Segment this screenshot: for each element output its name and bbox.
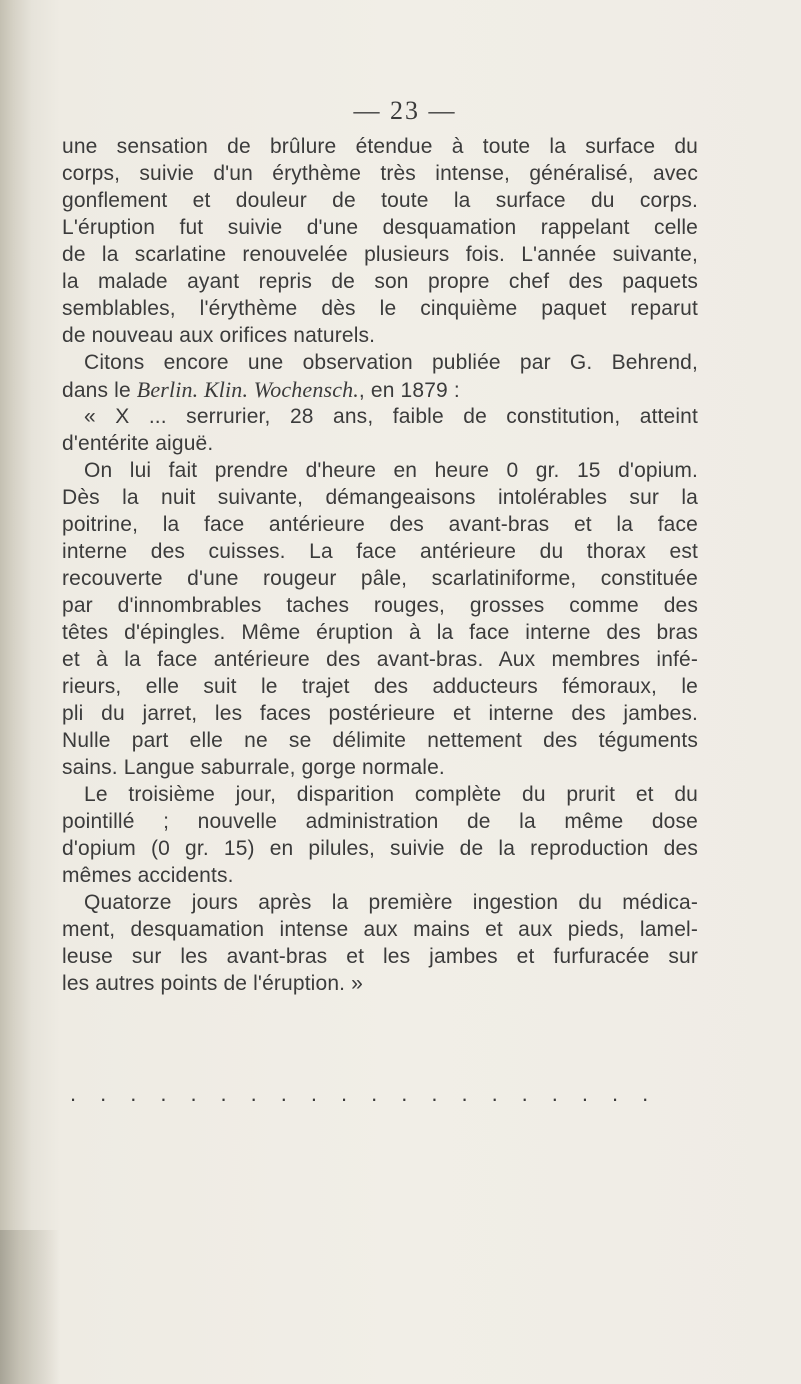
text-line: poitrine, la face antérieure des avant-bras et la face — [62, 513, 698, 536]
citation-prefix: dans le — [62, 379, 137, 402]
text-line: sains. Langue saburrale, gorge normale. — [62, 756, 445, 779]
text-line: mêmes accidents. — [62, 864, 234, 887]
text-line: leuse sur les avant-bras et les jambes et furfuracée sur — [62, 945, 698, 968]
text-line: corps, suivie d'un érythème très intense, généralisé, avec — [62, 162, 698, 185]
text-line: recouverte d'une rougeur pâle, scarlatiniforme, constituée — [62, 567, 698, 590]
text-line: « X ... serrurier, 28 ans, faible de constitution, atteint — [84, 405, 698, 428]
text-line: de nouveau aux orifices naturels. — [62, 324, 376, 347]
citation-suffix: , en 1879 : — [358, 379, 460, 402]
text-line: Dès la nuit suivante, démangeaisons intolérables sur la — [62, 486, 698, 509]
text-line: de la scarlatine renouvelée plusieurs fois. L'année suivante, — [62, 243, 698, 266]
text-line: semblables, l'érythème dès le cinquième paquet reparut — [62, 297, 698, 320]
text-line: la malade ayant repris de son propre chef des paquets — [62, 270, 698, 293]
text-line: et à la face antérieure des avant-bras. Aux membres infé- — [62, 648, 698, 671]
text-line: par d'innombrables taches rouges, grosses comme des — [62, 594, 698, 617]
text-line: les autres points de l'éruption. » — [62, 972, 363, 995]
text-line: ment, desquamation intense aux mains et aux pieds, lamel- — [62, 918, 698, 941]
text-line: d'entérite aiguë. — [62, 432, 214, 455]
text-line: pli du jarret, les faces postérieure et interne des jambes. — [62, 702, 698, 725]
body-text — [62, 133, 698, 997]
text-line: interne des cuisses. La face antérieure du thorax est — [62, 540, 698, 563]
text-line: pointillé ; nouvelle administration de la même dose — [62, 810, 698, 833]
text-line: On lui fait prendre d'heure en heure 0 gr. 15 d'opium. — [84, 459, 698, 482]
journal-title: Berlin. Klin. Wochensch. — [136, 377, 359, 402]
text-line: têtes d'épingles. Même éruption à la face interne des bras — [62, 621, 698, 644]
text-line: d'opium (0 gr. 15) en pilules, suivie de la reproduction des — [62, 837, 698, 860]
text-line: Le troisième jour, disparition complète du prurit et du — [84, 783, 698, 806]
text-line: rieurs, elle suit le trajet des adducteurs fémoraux, le — [62, 675, 698, 698]
page-edge-shadow — [0, 1230, 60, 1384]
text-line-citation — [62, 376, 698, 403]
text-line: une sensation de brûlure étendue à toute la surface du — [62, 135, 698, 158]
text-line: Citons encore une observation publiée par G. Behrend, — [84, 351, 698, 374]
text-line: L'éruption fut suivie d'une desquamation rappelant celle — [62, 216, 698, 239]
text-line: Nulle part elle ne se délimite nettement des téguments — [62, 729, 698, 752]
page-number: — 23 — — [353, 96, 457, 125]
text-line: gonflement et douleur de toute la surface du corps. — [62, 189, 698, 212]
ellipsis-separator: .................... — [70, 1081, 673, 1106]
text-line: Quatorze jours après la première ingestion du médica- — [84, 891, 698, 914]
